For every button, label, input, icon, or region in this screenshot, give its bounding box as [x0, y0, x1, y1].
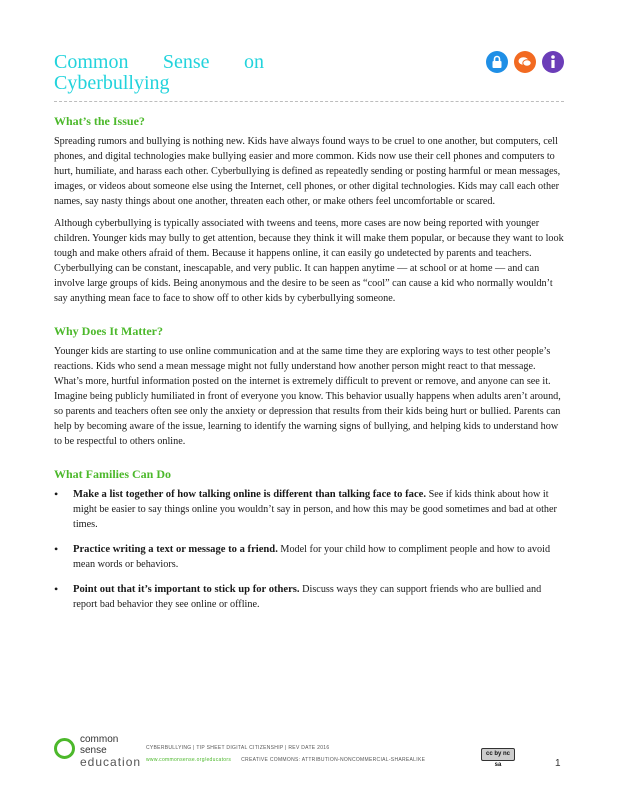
footer-doc-info: CYBERBULLYING | TIP SHEET DIGITAL CITIZENSHIP | REV DATE 2016 — [146, 745, 330, 751]
logo-line: common — [80, 734, 119, 745]
page-number: 1 — [555, 758, 561, 769]
lock-icon — [486, 51, 508, 73]
page-title-line2: Cyberbullying — [54, 72, 170, 94]
logo-line: education — [80, 755, 142, 769]
tip-title: Make a list together of how talking online is different than talking face to face. — [73, 489, 427, 500]
tip-title: Practice writing a text or message to a friend. — [73, 544, 278, 555]
checkmark-logo-icon — [54, 738, 75, 759]
header-icons — [486, 51, 564, 73]
logo-line: sense — [80, 745, 107, 756]
title-word: Common — [54, 51, 129, 73]
tip-title: Point out that it’s important to stick up for others. — [73, 584, 300, 595]
section-heading: Why Does It Matter? — [54, 324, 163, 338]
section-why-does-it-matter — [54, 324, 566, 449]
footer-row — [146, 754, 425, 766]
list-item — [54, 542, 566, 572]
tip-text: Model for your child how to compliment people and how to avoid mean words or behaviors. — [73, 544, 551, 570]
title-word: on — [244, 51, 264, 73]
chat-icon — [514, 51, 536, 73]
section-heading: What Families Can Do — [54, 467, 171, 481]
header-divider — [54, 101, 564, 102]
page-title-line1 — [54, 52, 264, 73]
list-item — [54, 487, 566, 532]
main-content — [54, 114, 566, 630]
section-whats-the-issue — [54, 114, 566, 306]
list-item — [54, 582, 566, 612]
info-icon — [542, 51, 564, 73]
paragraph: Spreading rumors and bullying is nothing new. Kids have always found ways to be cruel to one another, but computers, cell phones, and digital technologies make bullying easier and more common. Kids now use their cell phones and computers to hurt, humiliate, and harass each other. Cyberbullying is defined as repeatedly sending or posting harmful or mean messages, images, or videos about someone else using the Internet, cell phones, or other digital technologies. Kids may call each other names, say nasty things about one another, threaten each other, or make others feel uncomfortable or scared. — [54, 136, 561, 207]
footer-info — [146, 742, 425, 766]
paragraph: Although cyberbullying is typically associated with tweens and teens, more cases are now being reported with younger children. Younger kids may bully to get attention, because they think it will make them popular, or because they want to look tough and make others afraid of them. Because it happens online, it can easily go undetected by parents and teachers. Cyberbullying can be constant, inescapable, and very public. It can happen anytime — at school or at home — and can involve large groups of kids. Being anonymous and the desire to be seen as “cool” can cause a kid who normally wouldn’t say anything mean face to face to show off to other kids by cyberbullying someone. — [54, 218, 564, 304]
tips-list — [54, 487, 566, 612]
creative-commons-badge: cc by nc sa — [481, 748, 515, 761]
title-word: Sense — [162, 51, 210, 73]
section-heading: What’s the Issue? — [54, 114, 145, 128]
tip-text: Discuss ways they can support friends who are bullied and report bad behavior they see online or offline. — [73, 584, 542, 610]
tip-text: See if kids think about how it might be easier to say things online you wouldn’t say in person, and how this may be good sometimes and bad at other times. — [73, 489, 557, 530]
page-title — [54, 52, 264, 94]
footer-license: CREATIVE COMMONS: ATTRIBUTION-NONCOMMERCIAL-SHAREALIKE — [241, 757, 426, 763]
section-what-families-can-do — [54, 467, 566, 612]
paragraph: Younger kids are starting to use online communication and at the same time they are exploring ways to test other people’s reactions. Kids who send a mean message might not fully understand how another person might react to that message. What’s more, hurtful information posted on the internet is extremely difficult to prevent or remove, and anyone can see it. Imagine being publicly humiliated in front of everyone you know. This behavior usually happens when adults aren’t around, so parents and teachers often see only the anxiety or depression that results from their kids being hurt or bullied. Parents can help by becoming aware of the issue, learning to identify the warning signs of bullying, and helping kids to understand how to be respectful to others online. — [54, 346, 561, 447]
footer-url-link[interactable]: www.commonsense.org/educators — [146, 757, 232, 763]
